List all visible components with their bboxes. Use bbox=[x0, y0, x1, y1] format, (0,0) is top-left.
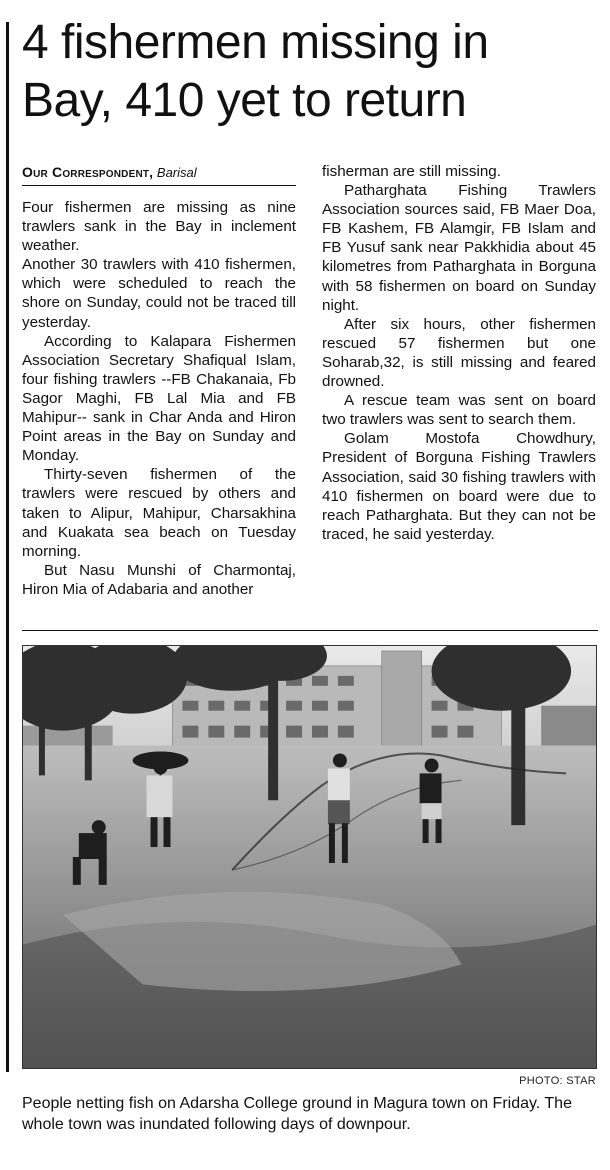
left-column-rule bbox=[6, 22, 9, 1072]
flooded-ground-illustration bbox=[23, 646, 596, 1068]
headline-line-1: 4 fishermen missing in bbox=[22, 16, 489, 69]
article-column-2 bbox=[322, 162, 596, 544]
headline bbox=[22, 14, 602, 130]
paragraph: Thirty-seven fishermen of the trawlers were rescued by others and taken to Alipur, Mahipur, Charsakhina and Kuakata sea beach on Tuesday morning. bbox=[22, 466, 296, 560]
paragraph: After six hours, other fishermen rescued 57 fishermen but one Soharab,32, is still missing and feared drowned. bbox=[322, 315, 596, 391]
paragraph: Golam Mostofa Chowdhury, President of Borguna Fishing Trawlers Association, said 30 fishing trawlers with 410 fishermen on board were due to reach Patharghata. But they can not be traced, he said yesterday. bbox=[322, 430, 596, 543]
paragraph: A rescue team was sent on board two trawlers was sent to search them. bbox=[322, 392, 596, 429]
paragraph: According to Kalapara Fishermen Association Secretary Shafiqual Islam, four fishing trawlers --FB Chakanaia, Fb Sagor Maghi, FB Lal Mia and FB Mahipur-- sank in Char Anda and Hiron Point areas in the Bay on Sunday and Monday. bbox=[22, 332, 296, 465]
paragraph: But Nasu Munshi of Charmontaj, Hiron Mia of Adabaria and another bbox=[22, 561, 296, 598]
photo-caption: People netting fish on Adarsha College ground in Magura town on Friday. The whole town was inundated following days of downpour. bbox=[22, 1095, 572, 1133]
paragraph: Patharghata Fishing Trawlers Association sources said, FB Maer Doa, FB Kashem, FB Alamgir, FB Islam and FB Yusuf sank near Pakkhidia about 45 kilometres from Patharghata in Borguna with 58 fishermen on board on Sunday night. bbox=[322, 182, 596, 314]
paragraph: Another 30 trawlers with 410 fishermen, which were scheduled to reach the shore on Sunday, could not be traced till yesterday. bbox=[22, 256, 296, 331]
photo-credit: PHOTO: STAR bbox=[519, 1075, 596, 1087]
paragraph: fisherman are still missing. bbox=[322, 163, 501, 180]
article-column-1 bbox=[22, 198, 296, 599]
section-divider bbox=[22, 630, 598, 631]
byline-place: Barisal bbox=[156, 165, 197, 180]
headline-line-2: Bay, 410 yet to return bbox=[22, 74, 467, 127]
byline-name: Our Correspondent, bbox=[22, 164, 154, 180]
byline bbox=[22, 163, 296, 186]
news-photo bbox=[22, 645, 597, 1069]
paragraph: Four fishermen are missing as nine trawlers sank in the Bay in inclement weather. bbox=[22, 199, 296, 255]
